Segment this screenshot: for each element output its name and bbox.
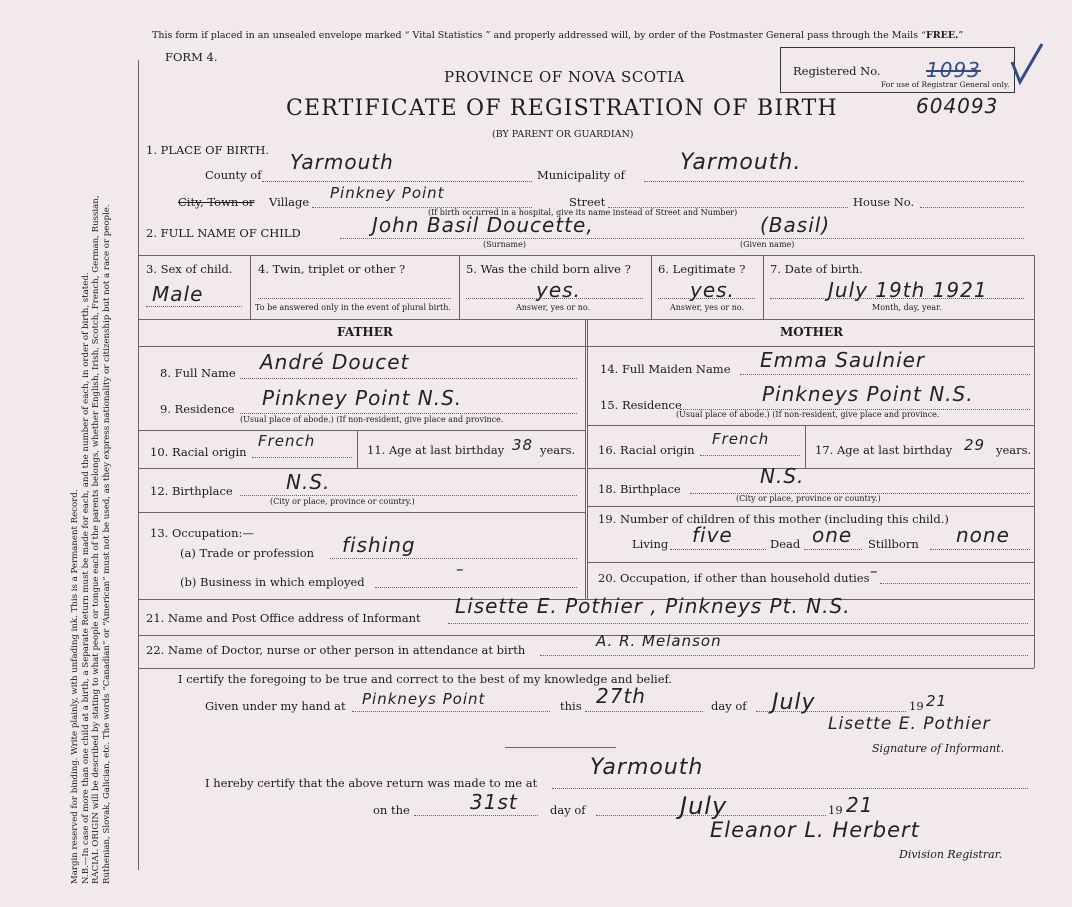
return-day: 31st bbox=[470, 790, 518, 814]
county-label: County of bbox=[205, 168, 262, 182]
stillborn-label: Stillborn bbox=[868, 537, 919, 551]
registered-number: 1093 bbox=[926, 58, 981, 82]
father-business-value: – bbox=[456, 560, 465, 578]
handwritten-number: 604093 bbox=[916, 94, 999, 118]
given-year: 21 bbox=[926, 692, 948, 710]
father-age-value: 38 bbox=[512, 436, 534, 454]
stillborn-value: none bbox=[956, 523, 1010, 547]
given-day: 27th bbox=[596, 684, 646, 708]
mother-age-value: 29 bbox=[964, 436, 986, 454]
informant-value: Lisette E. Pothier , Pinkneys Pt. N.S. bbox=[455, 594, 851, 618]
father-trade-value: fishing bbox=[342, 533, 416, 557]
mother-age-label: 17. Age at last birthday bbox=[815, 443, 953, 457]
mother-residence-note: (Usual place of abode.) (If non-resident, give place and province. bbox=[676, 410, 940, 419]
house-number-label: House No. bbox=[853, 195, 915, 209]
margin-line: RACIAL ORIGIN will be described by stating to what people or tongue each of the parents belongs, whether English, Irish, Scotch, French, German, Russian, bbox=[91, 195, 101, 884]
village-label: Village bbox=[269, 195, 310, 209]
given-place: Pinkneys Point bbox=[362, 690, 486, 708]
municipality-value: Yarmouth. bbox=[680, 150, 802, 175]
informant-label: 21. Name and Post Office address of Informant bbox=[146, 611, 421, 625]
twin-label: 4. Twin, triplet or other ? bbox=[258, 262, 406, 276]
mother-children-label: 19. Number of children of this mother (including this child.) bbox=[598, 512, 949, 526]
form-number: FORM 4. bbox=[165, 50, 218, 64]
dob-note: Month, day, year. bbox=[872, 303, 942, 312]
subtitle: (BY PARENT OR GUARDIAN) bbox=[492, 129, 634, 140]
doctor-label: 22. Name of Doctor, nurse or other person in attendance at birth bbox=[146, 643, 526, 657]
mother-residence-label: 15. Residence bbox=[600, 398, 682, 412]
page-title: CERTIFICATE OF REGISTRATION OF BIRTH bbox=[286, 96, 838, 121]
father-residence-value: Pinkney Point N.S. bbox=[262, 386, 463, 410]
mother-birthplace-note: (City or place, province or country.) bbox=[736, 494, 881, 503]
form-left-border bbox=[138, 60, 139, 870]
father-residence-note: (Usual place of abode.) (If non-resident, give place and province. bbox=[240, 415, 504, 424]
alive-label: 5. Was the child born alive ? bbox=[466, 262, 631, 276]
return-year: 21 bbox=[846, 793, 874, 817]
surname-note: (Surname) bbox=[483, 240, 526, 249]
legitimate-label: 6. Legitimate ? bbox=[658, 262, 746, 276]
day-of-label: day of bbox=[711, 699, 747, 713]
county-value: Yarmouth bbox=[290, 150, 394, 174]
twin-note: To be answered only in the event of plural birth. bbox=[255, 303, 451, 312]
registrar-label: Division Registrar. bbox=[899, 848, 1003, 861]
alive-note: Answer, yes or no. bbox=[516, 303, 591, 312]
doctor-value: A. R. Melanson bbox=[596, 632, 722, 650]
village-value: Pinkney Point bbox=[330, 184, 445, 202]
margin-line: N.B.—In case of more than one child at a birth, a Separate Return must be made for each, and the number of each, in order of birth, stated. bbox=[80, 272, 91, 884]
registered-note: For use of Registrar General only. bbox=[881, 80, 1010, 89]
registrar-signature: Eleanor L. Herbert bbox=[710, 818, 920, 842]
this-label: this bbox=[560, 699, 582, 713]
father-name-value: André Doucet bbox=[260, 350, 410, 374]
place-heading: 1. PLACE OF BIRTH. bbox=[146, 143, 270, 157]
dead-value: one bbox=[812, 523, 853, 547]
province-title: PROVINCE OF NOVA SCOTIA bbox=[444, 68, 685, 86]
father-birthplace-label: 12. Birthplace bbox=[150, 484, 233, 498]
father-occupation-label: 13. Occupation:— bbox=[150, 526, 254, 540]
informant-signature-label: Signature of Informant. bbox=[872, 742, 1005, 755]
municipality-label: Municipality of bbox=[537, 168, 625, 182]
alive-value: yes. bbox=[536, 278, 581, 302]
mother-birthplace-label: 18. Birthplace bbox=[598, 482, 681, 496]
mother-residence-value: Pinkneys Point N.S. bbox=[762, 382, 974, 406]
father-business-label: (b) Business in which employed bbox=[180, 575, 365, 589]
dob-label: 7. Date of birth. bbox=[770, 262, 863, 276]
father-name-label: 8. Full Name bbox=[160, 366, 236, 380]
mother-racial-label: 16. Racial origin bbox=[598, 443, 695, 457]
sex-label: 3. Sex of child. bbox=[146, 262, 233, 276]
child-name-value: John Basil Doucette, bbox=[372, 213, 594, 237]
year-prefix: 19 bbox=[909, 699, 924, 713]
street-label: Street bbox=[569, 195, 606, 209]
mother-occupation-label: 20. Occupation, if other than household duties bbox=[598, 571, 870, 585]
informant-signature: Lisette E. Pothier bbox=[828, 714, 991, 734]
mail-notice: This form if placed in an unsealed envelope marked “ Vital Statistics ” and properly addressed will, by order of the Postmaster General pass through the Mails “FREE.” bbox=[152, 30, 964, 41]
city-town-label: City, Town or bbox=[178, 195, 255, 209]
father-heading: FATHER bbox=[337, 325, 393, 339]
given-label: Given under my hand at bbox=[205, 699, 346, 713]
mother-maiden-value: Emma Saulnier bbox=[760, 348, 926, 372]
registered-label: Registered No. bbox=[793, 64, 881, 78]
mother-heading: MOTHER bbox=[780, 325, 844, 339]
father-age-label: 11. Age at last birthday bbox=[367, 443, 505, 457]
father-racial-value: French bbox=[258, 432, 316, 450]
living-label: Living bbox=[632, 537, 669, 551]
check-mark-icon bbox=[1008, 40, 1048, 90]
child-given-value: (Basil) bbox=[760, 213, 831, 237]
legitimate-note: Answer, yes or no. bbox=[670, 303, 745, 312]
mother-racial-value: French bbox=[712, 430, 770, 448]
dob-value: July 19th 1921 bbox=[828, 278, 988, 302]
certify-text: I certify the foregoing to be true and correct to the best of my knowledge and belief. bbox=[178, 672, 673, 686]
sex-value: Male bbox=[152, 282, 204, 306]
mother-occupation-value: – bbox=[870, 562, 879, 580]
return-label: I hereby certify that the above return was made to me at bbox=[205, 776, 538, 790]
mother-birthplace-value: N.S. bbox=[760, 464, 805, 488]
given-name-note: (Given name) bbox=[740, 240, 795, 249]
margin-instructions bbox=[70, 4, 112, 884]
return-month: July bbox=[680, 792, 728, 820]
margin-line: Margin reserved for binding. Write plainly, with unfading ink. This is a Permanent Record. bbox=[70, 489, 80, 884]
hospital-note: (If birth occurred in a hospital, give its name instead of Street and Number) bbox=[428, 208, 738, 217]
registered-box bbox=[780, 47, 1015, 93]
dead-label: Dead bbox=[770, 537, 801, 551]
return-place: Yarmouth bbox=[590, 755, 704, 780]
child-name-label: 2. FULL NAME OF CHILD bbox=[146, 226, 301, 240]
living-value: five bbox=[692, 523, 733, 547]
mother-maiden-label: 14. Full Maiden Name bbox=[600, 362, 731, 376]
father-racial-label: 10. Racial origin bbox=[150, 445, 247, 459]
on-the-label: on the bbox=[373, 803, 410, 817]
return-year-prefix: 19 bbox=[828, 803, 843, 817]
mother-age-unit: years. bbox=[996, 443, 1032, 457]
given-month: July bbox=[772, 690, 816, 715]
legitimate-value: yes. bbox=[690, 278, 735, 302]
father-birthplace-value: N.S. bbox=[286, 470, 331, 494]
father-residence-label: 9. Residence bbox=[160, 402, 235, 416]
return-day-of-label: day of bbox=[550, 803, 586, 817]
father-birthplace-note: (City or place, province or country.) bbox=[270, 497, 415, 506]
margin-line: Ruthenian, Slovak, Galician, etc. The words “Canadian” or “American” must not be used, as they express nationality or citizenship but not a race or people. bbox=[101, 204, 112, 884]
father-trade-label: (a) Trade or profession bbox=[180, 546, 315, 560]
father-age-unit: years. bbox=[540, 443, 576, 457]
